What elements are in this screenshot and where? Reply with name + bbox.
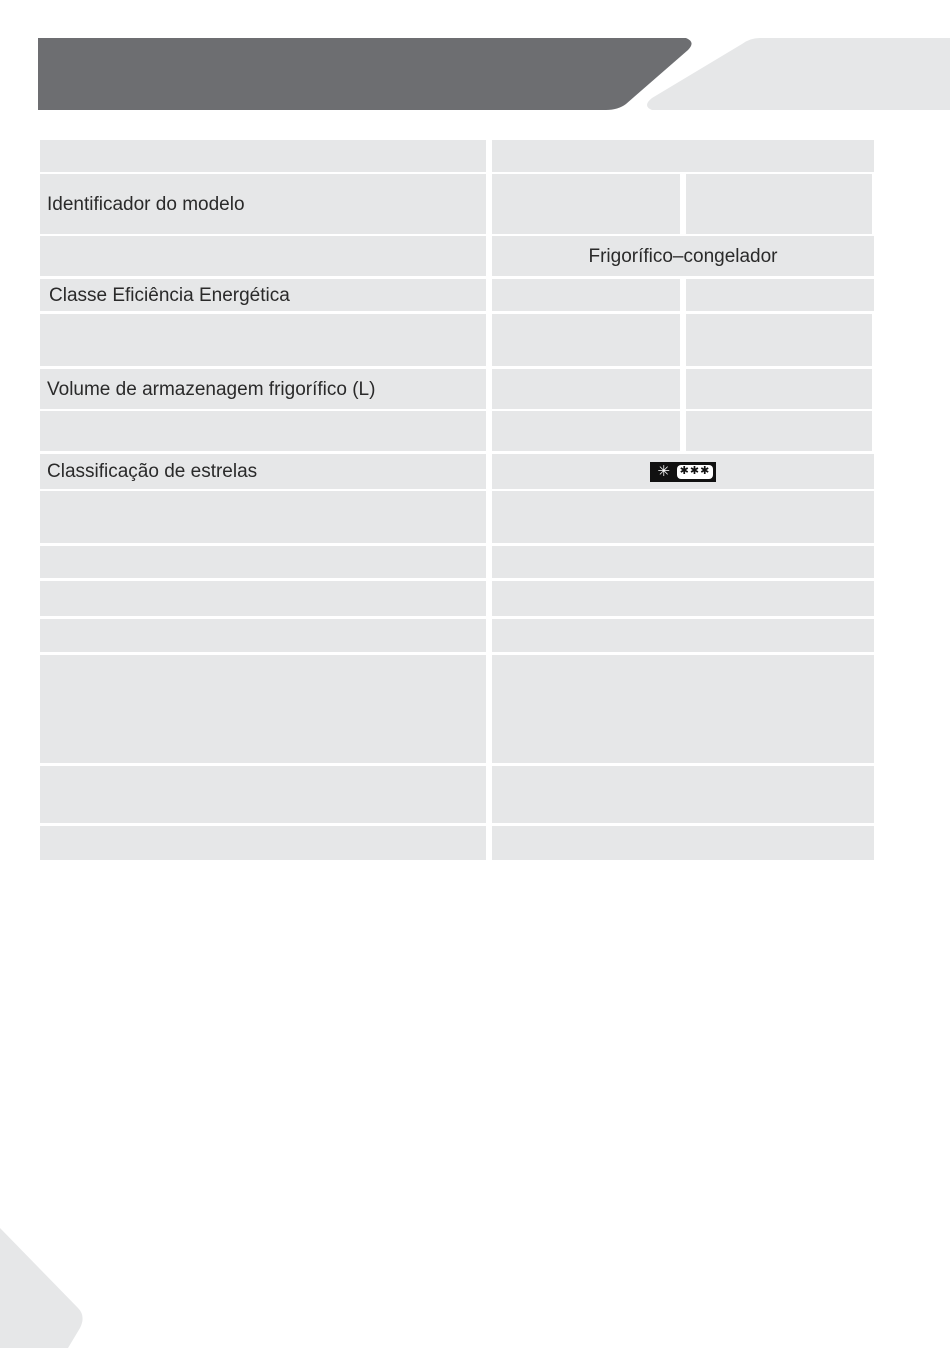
- row-9-value-cell: [492, 491, 874, 543]
- row-11-label-cell: [40, 581, 486, 616]
- row-12-label-cell: [40, 619, 486, 652]
- row-1-label-cell: [40, 140, 486, 172]
- row-energy-class-label: [40, 279, 486, 311]
- row-7-value-a: [492, 411, 680, 451]
- row-15-value-cell: [492, 826, 874, 860]
- row-11-value-cell: [492, 581, 874, 616]
- model-identifier-value-a: [492, 174, 680, 234]
- row-appliance-type-value: [492, 236, 874, 276]
- header-light-tab: [647, 38, 950, 110]
- row-5-label-cell: [40, 314, 486, 366]
- row-10-label-cell: [40, 546, 486, 578]
- row-9-label-cell: [40, 491, 486, 543]
- model-identifier-value-b: [686, 174, 872, 234]
- star-rating-label: Classificação de estrelas: [47, 461, 258, 482]
- row-5-value-a: [492, 314, 680, 366]
- fridge-volume-value-a: [492, 369, 680, 409]
- energy-class-label: Classe Eficiência Energética: [49, 284, 290, 306]
- row-13-label-cell: [40, 655, 486, 763]
- row-5-value-b: [686, 314, 872, 366]
- appliance-type-value: Frigorífico–congelador: [588, 245, 778, 267]
- snowflake-star-icon: ✳: [651, 463, 677, 481]
- energy-class-value-a: [492, 279, 680, 311]
- row-star-rating-label: [40, 454, 486, 489]
- row-model-identifier-label: [40, 174, 486, 234]
- row-7-value-b: [686, 411, 872, 451]
- row-14-label-cell: [40, 766, 486, 823]
- row-7-label-cell: [40, 411, 486, 451]
- fridge-volume-label: Volume de armazenagem frigorífico (L): [47, 378, 376, 400]
- header-dark-tab: [38, 38, 692, 110]
- row-star-rating-value: [492, 454, 874, 489]
- row-10-value-cell: [492, 546, 874, 578]
- row-12-value-cell: [492, 619, 874, 652]
- row-fridge-volume-label: [40, 369, 486, 409]
- star-rating-badge: [650, 462, 717, 482]
- row-1-value-cell: [492, 140, 874, 172]
- model-identifier-label: Identificador do modelo: [47, 193, 245, 215]
- page-corner-decoration: [0, 1228, 90, 1348]
- row-15-label-cell: [40, 826, 486, 860]
- row-appliance-type-label: [40, 236, 486, 276]
- header-band: [0, 0, 950, 120]
- row-14-value-cell: [492, 766, 874, 823]
- row-13-value-cell: [492, 655, 874, 763]
- three-star-icon: ✱✱✱: [677, 465, 714, 479]
- energy-class-value-b: [686, 279, 874, 311]
- fridge-volume-value-b: [686, 369, 872, 409]
